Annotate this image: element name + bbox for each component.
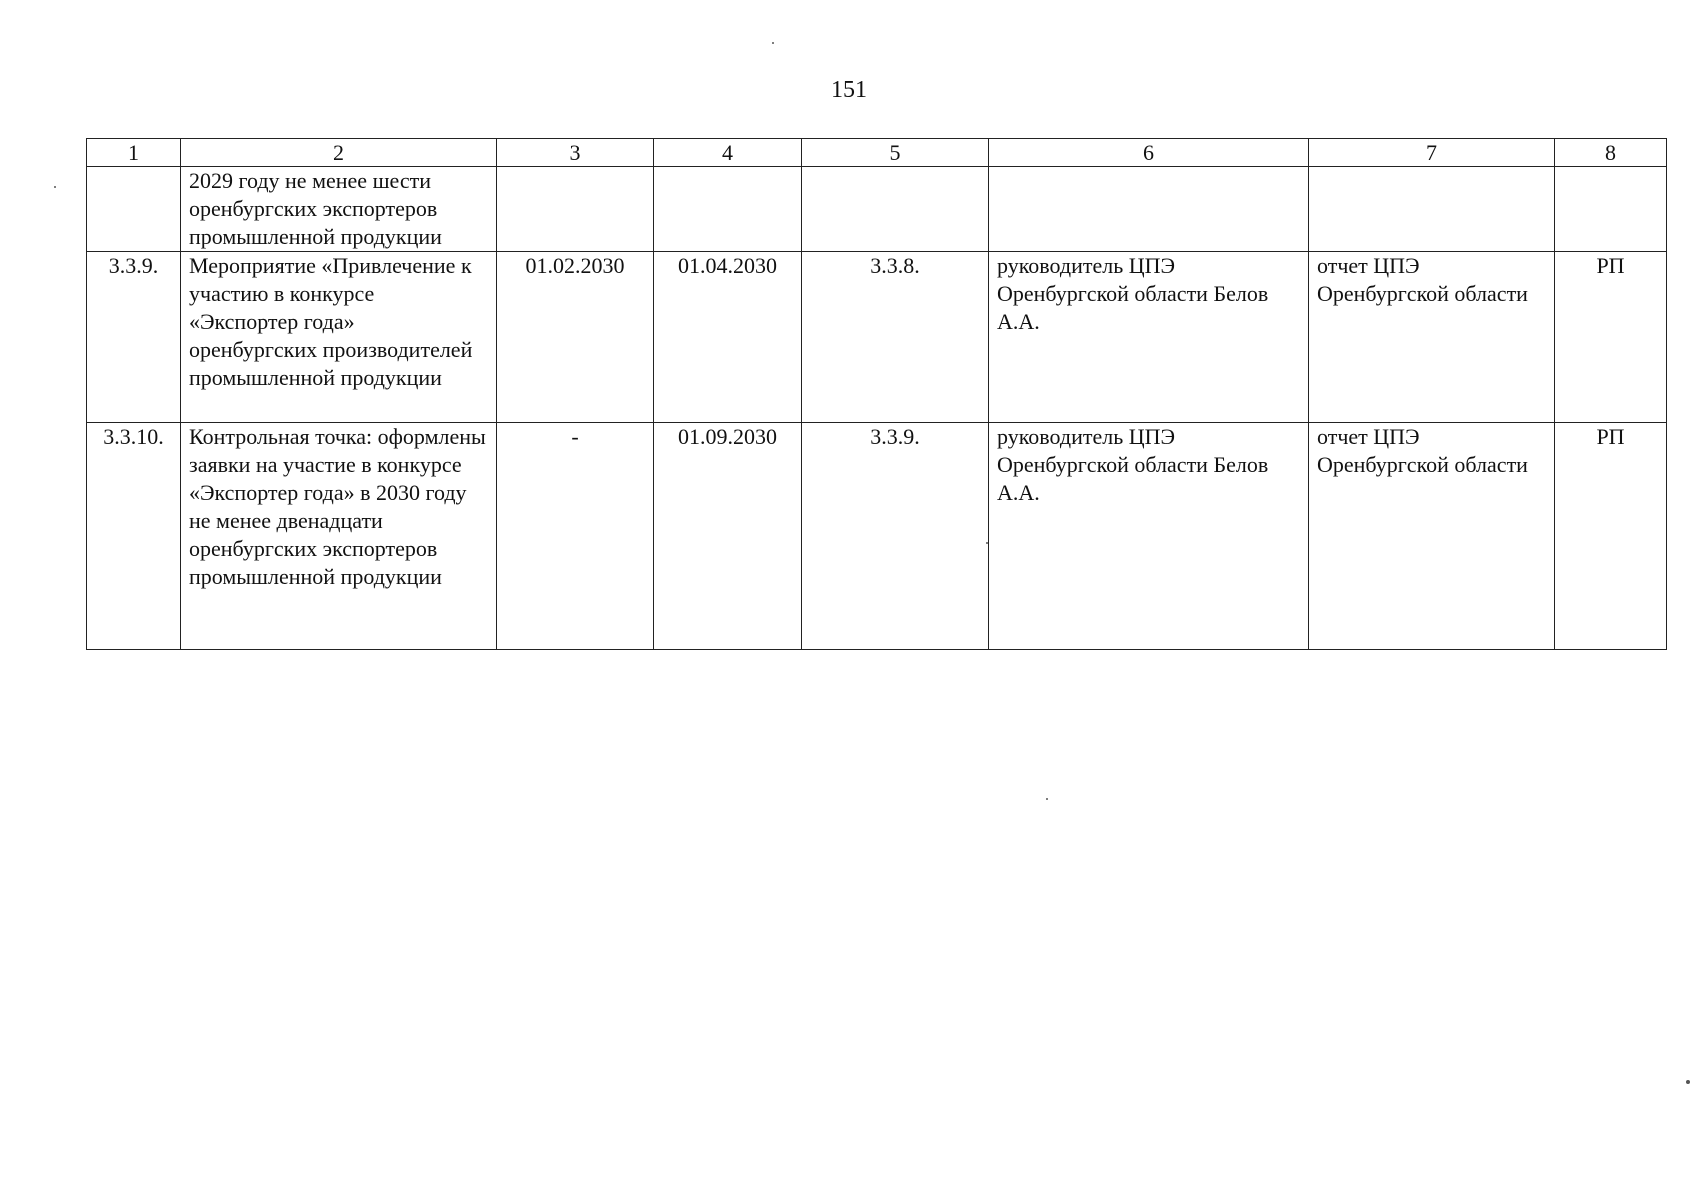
scan-speck (1686, 1080, 1690, 1084)
header-cell: 5 (802, 139, 989, 167)
table-row (87, 167, 1667, 252)
result-cell: отчет ЦПЭ Оренбургской области (1309, 423, 1555, 650)
end-date-cell: 01.09.2030 (654, 423, 802, 650)
header-cell: 7 (1309, 139, 1555, 167)
plan-table (86, 138, 1667, 650)
predecessor-cell (802, 167, 989, 252)
header-cell: 8 (1555, 139, 1667, 167)
scan-speck (54, 186, 56, 188)
predecessor-cell: 3.3.9. (802, 423, 989, 650)
result-cell (1309, 167, 1555, 252)
start-date-cell: - (497, 423, 654, 650)
header-cell: 6 (989, 139, 1309, 167)
responsible-cell (989, 167, 1309, 252)
end-date-cell (654, 167, 802, 252)
responsible-cell: руководитель ЦПЭ Оренбургской области Белов А.А. (989, 252, 1309, 423)
description-cell: 2029 году не менее шести оренбургских экспортеров промышленной продукции (181, 167, 497, 252)
scan-speck (772, 42, 774, 44)
start-date-cell (497, 167, 654, 252)
result-cell: отчет ЦПЭ Оренбургской области (1309, 252, 1555, 423)
item-number-cell: 3.3.10. (87, 423, 181, 650)
header-cell: 2 (181, 139, 497, 167)
scan-speck (986, 542, 988, 544)
description-cell: Мероприятие «Привлечение к участию в конкурсе «Экспортер года» оренбургских производителей промышленной продукции (181, 252, 497, 423)
page-number: 151 (831, 77, 867, 103)
item-number-cell (87, 167, 181, 252)
header-cell: 3 (497, 139, 654, 167)
end-date-cell: 01.04.2030 (654, 252, 802, 423)
level-cell: РП (1555, 252, 1667, 423)
description-cell: Контрольная точка: оформлены заявки на участие в конкурсе «Экспортер года» в 2030 году не менее двенадцати оренбургских экспортеров промышленной продукции (181, 423, 497, 650)
responsible-cell: руководитель ЦПЭ Оренбургской области Белов А.А. (989, 423, 1309, 650)
table-row (87, 252, 1667, 423)
scan-speck (1046, 798, 1048, 800)
header-cell: 4 (654, 139, 802, 167)
item-number-cell: 3.3.9. (87, 252, 181, 423)
table-header-row (87, 139, 1667, 167)
header-cell: 1 (87, 139, 181, 167)
table-row (87, 423, 1667, 650)
predecessor-cell: 3.3.8. (802, 252, 989, 423)
start-date-cell: 01.02.2030 (497, 252, 654, 423)
level-cell (1555, 167, 1667, 252)
level-cell: РП (1555, 423, 1667, 650)
